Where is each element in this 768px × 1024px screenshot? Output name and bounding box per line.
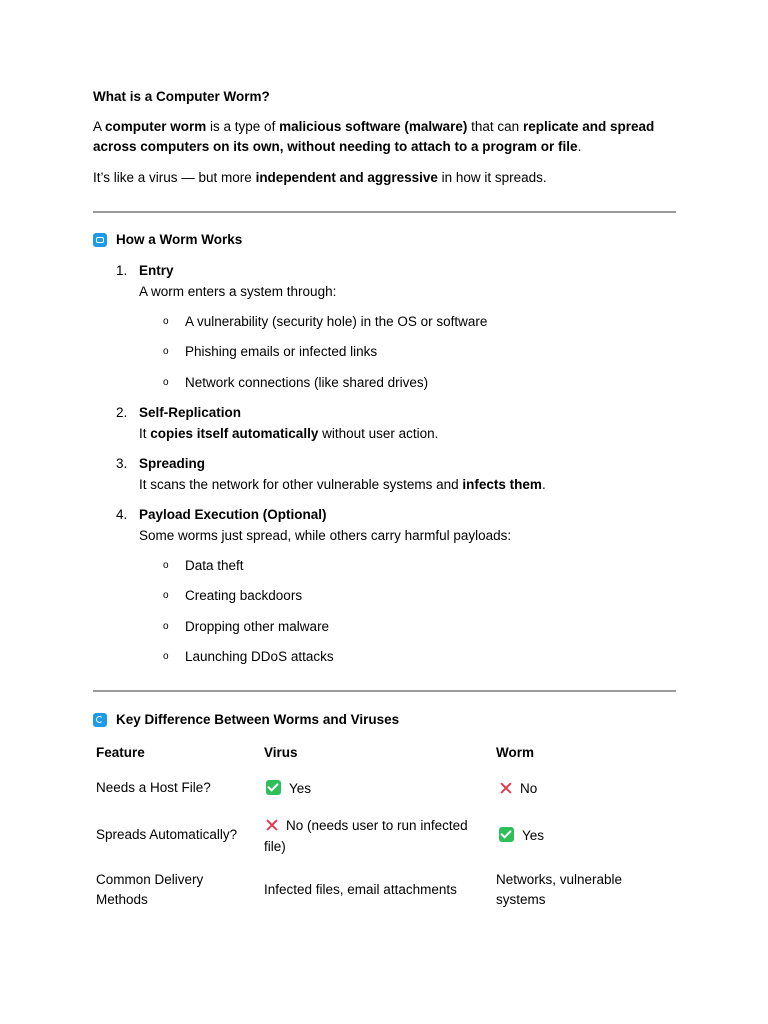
- cross-icon: ✕: [264, 816, 280, 837]
- step-title: Payload Execution (Optional): [139, 507, 327, 522]
- table-cell-virus: Infected files, email attachments: [264, 882, 457, 897]
- step-number: 2.: [116, 405, 128, 420]
- table-cell-feature: Common Delivery Methods: [96, 872, 204, 907]
- check-icon: [266, 780, 281, 795]
- list-item: Launching DDoS attacks: [185, 649, 334, 664]
- table-cell-virus: Yes: [266, 779, 311, 799]
- bullet-icon: o: [163, 346, 169, 357]
- list-item: Network connections (like shared drives): [185, 375, 429, 390]
- list-item: Data theft: [185, 558, 244, 573]
- step-number: 1.: [116, 263, 128, 278]
- bullet-icon: o: [163, 621, 169, 632]
- cycle-icon: [93, 713, 107, 727]
- step-description: A worm enters a system through:: [139, 284, 337, 299]
- divider: [93, 690, 676, 692]
- page-title: What is a Computer Worm?: [93, 89, 270, 104]
- list-item: Phishing emails or infected links: [185, 344, 378, 359]
- step-title: Self-Replication: [139, 405, 242, 420]
- list-item: Dropping other malware: [185, 619, 330, 634]
- table-cell-worm: Networks, vulnerable systems: [496, 872, 623, 907]
- section-heading-key-difference: Key Difference Between Worms and Viruses: [93, 710, 399, 730]
- check-icon: [499, 827, 514, 842]
- step-title: Entry: [139, 263, 174, 278]
- list-item: Creating backdoors: [185, 588, 303, 603]
- step-title: Spreading: [139, 456, 206, 471]
- table-header: Worm: [496, 745, 535, 760]
- bullet-icon: o: [163, 316, 169, 327]
- step-number: 4.: [116, 507, 128, 522]
- table-header: Feature: [96, 745, 145, 760]
- step-number: 3.: [116, 456, 128, 471]
- repeat-icon: [93, 233, 107, 247]
- step-description: Some worms just spread, while others carry harmful payloads:: [139, 528, 512, 543]
- bullet-icon: o: [163, 377, 169, 388]
- table-cell-feature: Spreads Automatically?: [96, 827, 238, 842]
- table-cell-worm: Yes: [499, 826, 544, 846]
- bullet-icon: o: [163, 651, 169, 662]
- bullet-icon: o: [163, 590, 169, 601]
- comparison-paragraph: It’s like a virus — but more independent and aggressive in how it spreads.: [93, 170, 547, 185]
- table-cell-feature: Needs a Host File?: [96, 780, 211, 795]
- cross-icon: ✕: [498, 779, 514, 800]
- list-item: A vulnerability (security hole) in the OS or software: [185, 314, 488, 329]
- section-heading-how-worm-works: How a Worm Works: [93, 230, 242, 250]
- table-header: Virus: [264, 745, 298, 760]
- table-cell-virus: ✕ No (needs user to run infected file): [264, 816, 468, 854]
- bullet-icon: o: [163, 560, 169, 571]
- step-description: It scans the network for other vulnerable systems and infects them.: [139, 477, 546, 492]
- divider: [93, 211, 676, 213]
- step-description: It copies itself automatically without user action.: [139, 426, 439, 441]
- intro-paragraph: A computer worm is a type of malicious software (malware) that can replicate and spread across computers on its own, without needing to attach to a program or file.: [93, 119, 655, 154]
- table-cell-worm: ✕ No: [498, 779, 538, 800]
